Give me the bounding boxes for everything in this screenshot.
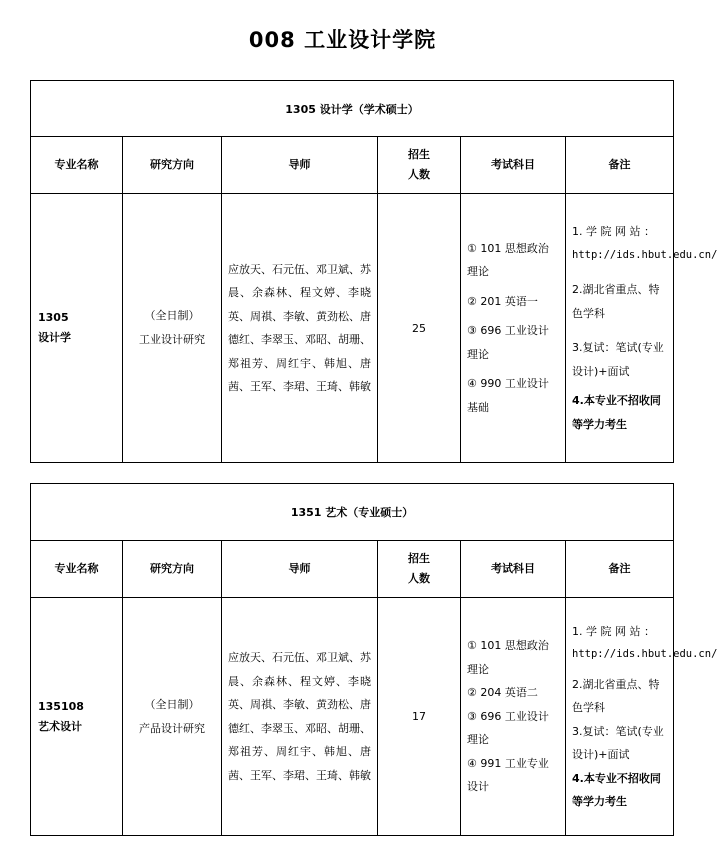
remark-key-discipline: 2.湖北省重点、特色学科 xyxy=(572,677,660,714)
header-tutors: 导师 xyxy=(222,137,378,194)
major-cell xyxy=(31,598,123,836)
remark-website-label: 1. 学 院 网 站 ： xyxy=(572,225,655,238)
program-row xyxy=(31,598,674,836)
exam-item: ② 201 英语一 xyxy=(467,294,538,308)
enrollment-count: 17 xyxy=(378,598,461,836)
program-title: 1351 艺术（专业硕士） xyxy=(31,484,674,541)
exam-item: ③ 696 工业设计理论 xyxy=(467,324,549,361)
direction-cell xyxy=(123,194,222,463)
exam-item: ① 101 思想政治理论 xyxy=(467,639,549,676)
exam-subjects-cell xyxy=(461,194,566,463)
direction-cell xyxy=(123,598,222,836)
header-direction: 研究方向 xyxy=(123,541,222,598)
header-exam-subjects: 考试科目 xyxy=(461,541,566,598)
remark-website-url[interactable]: http://ids.hbut.edu.cn/ xyxy=(572,648,717,660)
major-name: 设计学 xyxy=(38,331,71,344)
direction-name: 工业设计研究 xyxy=(139,333,205,346)
header-row xyxy=(31,541,674,598)
header-enrollment-line2: 人数 xyxy=(408,168,430,181)
header-remarks: 备注 xyxy=(566,137,674,194)
tutors-cell: 应放天、石元伍、邓卫斌、苏晨、余森林、程文婷、李晓英、周祺、李敏、黄劲松、唐德红、李翠玉、邓昭、胡珊、郑祖芳、周红宇、韩旭、唐茜、王军、李珺、王琦、韩敏 xyxy=(222,194,378,463)
exam-item: ④ 990 工业设计基础 xyxy=(467,377,549,414)
header-direction: 研究方向 xyxy=(123,137,222,194)
remark-website-label: 1. 学 院 网 站 ： xyxy=(572,624,655,638)
major-cell xyxy=(31,194,123,463)
remark-no-equivalent: 4.本专业不招收同等学力考生 xyxy=(572,771,661,808)
header-enrollment-line2: 人数 xyxy=(408,572,430,585)
program-title: 1305 设计学（学术硕士） xyxy=(31,81,674,137)
exam-item: ③ 696 工业设计理论 xyxy=(467,709,549,747)
direction-name: 产品设计研究 xyxy=(139,721,205,735)
direction-mode: （全日制） xyxy=(144,697,200,711)
header-enrollment-line1: 招生 xyxy=(408,552,430,565)
header-major-name: 专业名称 xyxy=(31,137,123,194)
major-code: 1305 xyxy=(38,311,69,324)
direction-mode: （全日制） xyxy=(144,309,200,322)
exam-item: ① 101 思想政治理论 xyxy=(467,241,549,279)
header-enrollment xyxy=(378,541,461,598)
major-name: 艺术设计 xyxy=(38,719,82,733)
header-enrollment xyxy=(378,137,461,194)
tutors-cell: 应放天、石元伍、邓卫斌、苏晨、余森林、程文婷、李晓英、周祺、李敏、黄劲松、唐德红、李翠玉、邓昭、胡珊、郑祖芳、周红宇、韩旭、唐茜、王军、李珺、王琦、韩敏 xyxy=(222,598,378,836)
header-enrollment-line1: 招生 xyxy=(408,148,430,161)
remark-key-discipline: 2.湖北省重点、特色学科 xyxy=(572,283,660,320)
program-row xyxy=(31,194,674,463)
program-table-1351 xyxy=(30,483,717,836)
header-row xyxy=(31,137,674,194)
header-exam-subjects: 考试科目 xyxy=(461,137,566,194)
program-table-1305 xyxy=(30,80,717,463)
exam-subjects-cell xyxy=(461,598,566,836)
remark-website-url[interactable]: http://ids.hbut.edu.cn/ xyxy=(572,248,717,261)
header-major-name: 专业名称 xyxy=(31,541,123,598)
header-tutors: 导师 xyxy=(222,541,378,598)
remark-retest: 3.复试：笔试(专业设计)+面试 xyxy=(572,341,664,378)
exam-item: ④ 991 工业专业设计 xyxy=(467,756,549,794)
exam-item: ② 204 英语二 xyxy=(467,686,538,700)
enrollment-count: 25 xyxy=(378,194,461,463)
remarks-cell xyxy=(566,194,717,463)
remark-no-equivalent: 4.本专业不招收同等学力考生 xyxy=(572,394,661,431)
major-code: 135108 xyxy=(38,699,84,713)
header-remarks: 备注 xyxy=(566,541,674,598)
remark-retest: 3.复试：笔试(专业设计)+面试 xyxy=(572,724,664,761)
page-title: 008 工业设计学院 xyxy=(248,28,437,52)
remarks-cell xyxy=(566,598,717,836)
